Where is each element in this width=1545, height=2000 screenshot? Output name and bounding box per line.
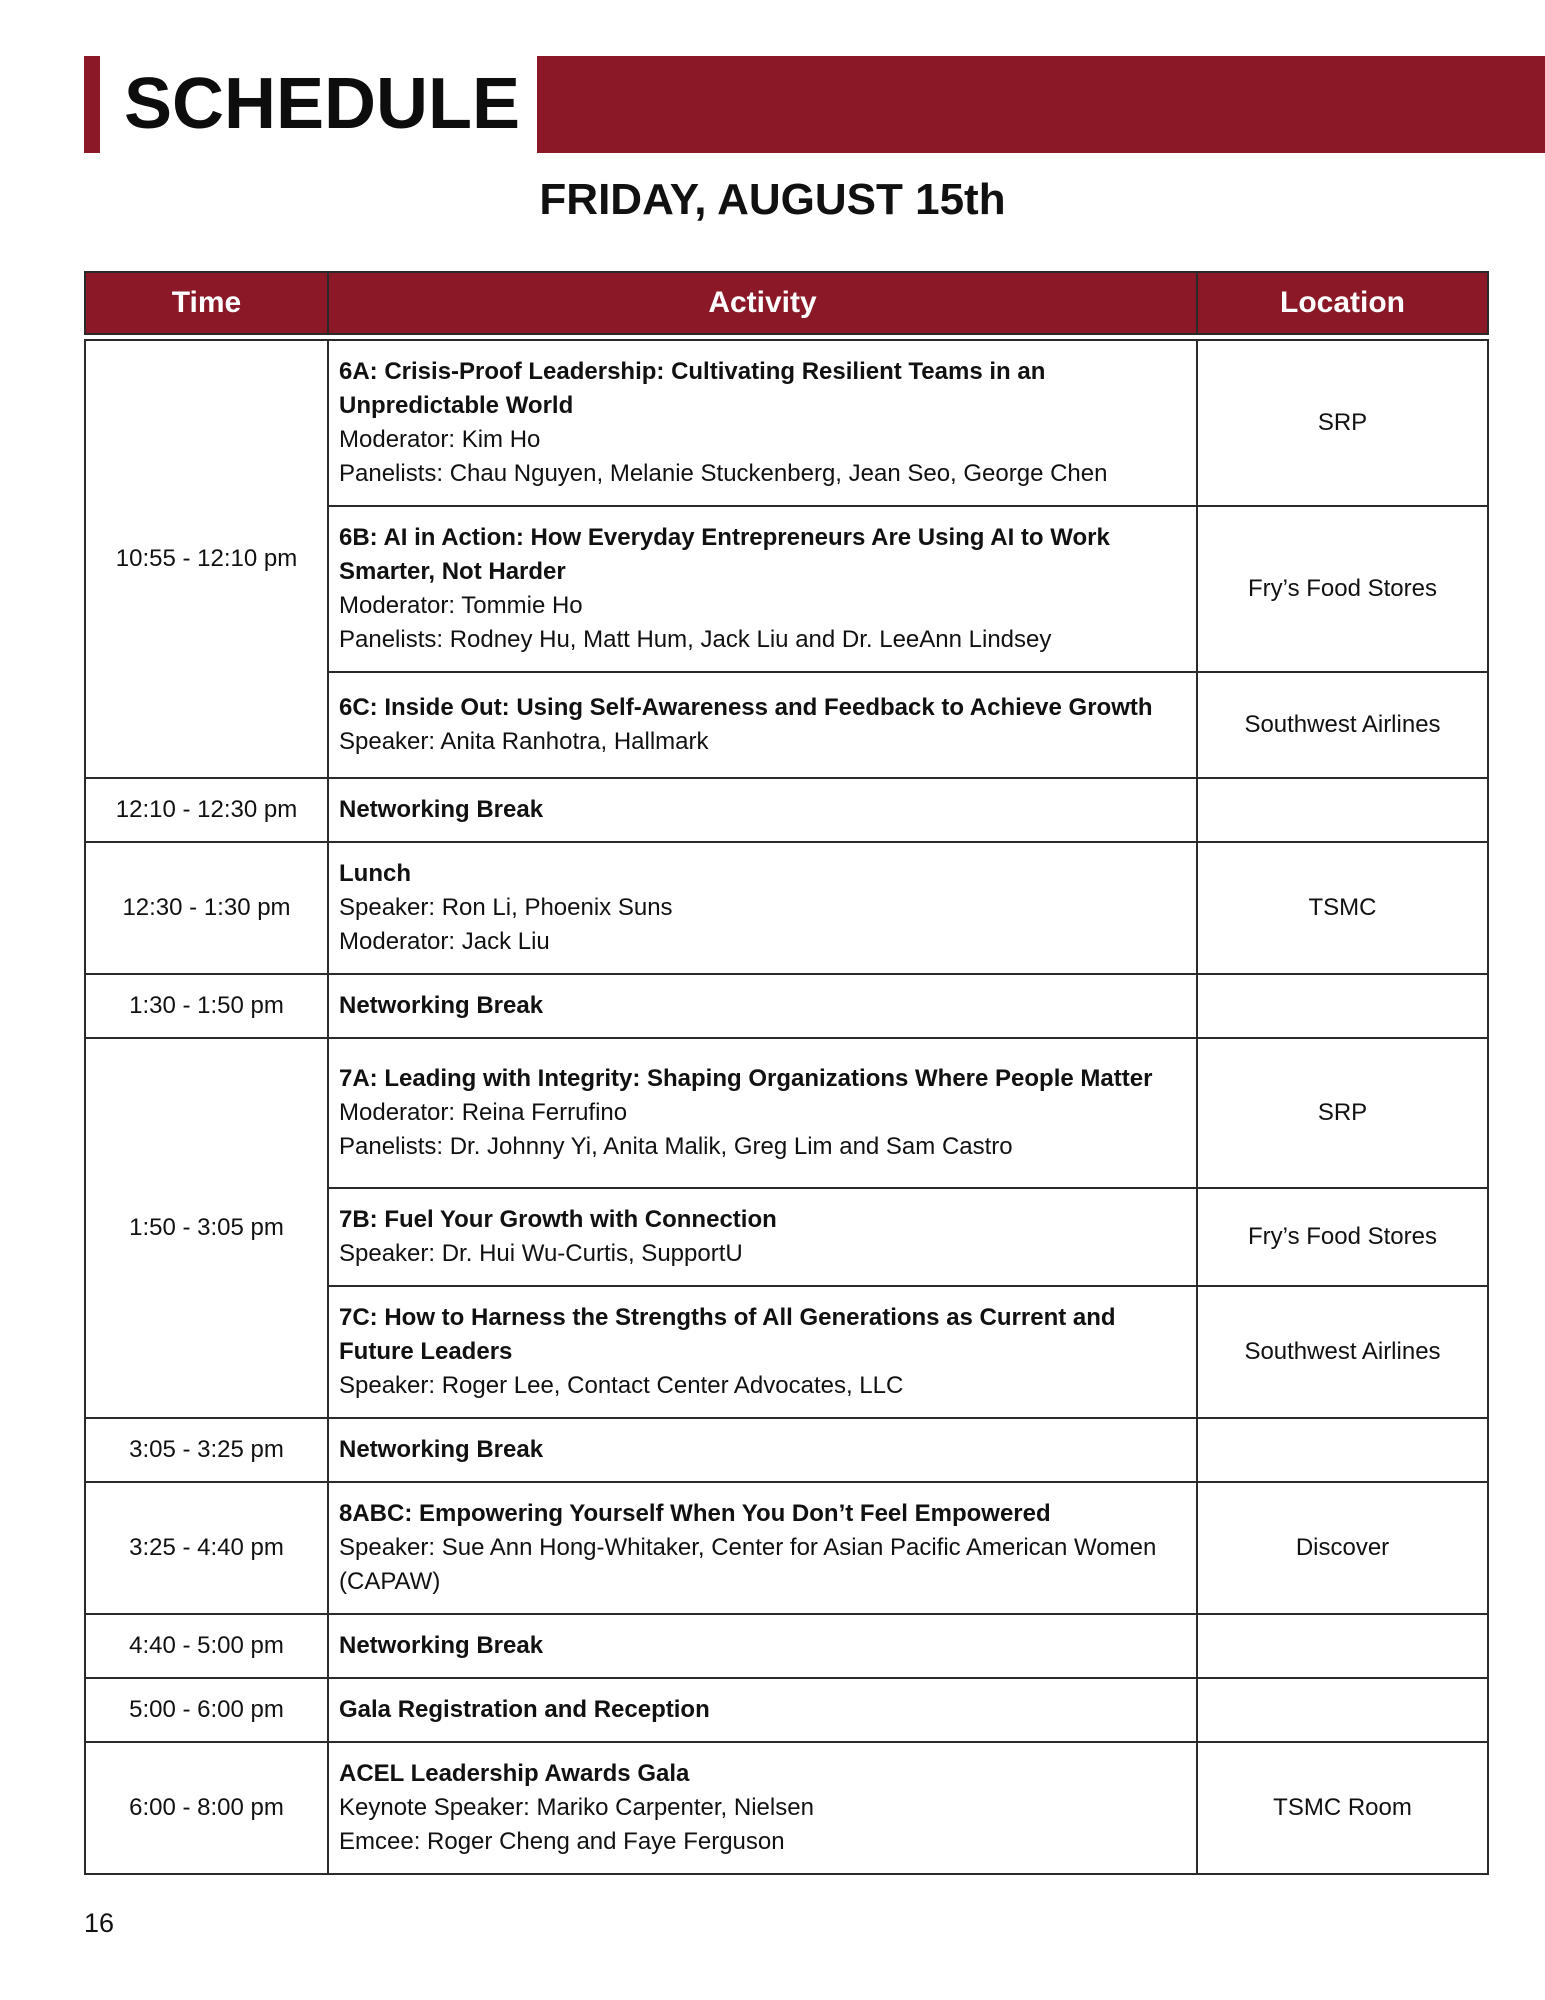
- time-cell: 12:30 - 1:30 pm: [85, 842, 328, 974]
- page-number: 16: [84, 1908, 115, 1938]
- time-cell: 3:05 - 3:25 pm: [85, 1418, 328, 1482]
- activity-detail: Panelists: Dr. Johnny Yi, Anita Malik, Greg Lim and Sam Castro: [339, 1133, 1013, 1160]
- activity-title: 8ABC: Empowering Yourself When You Don’t Feel Empowered: [339, 1500, 1051, 1527]
- column-header-location: Location: [1197, 272, 1488, 334]
- activity-detail: Panelists: Rodney Hu, Matt Hum, Jack Liu and Dr. LeeAnn Lindsey: [339, 626, 1052, 653]
- activity-title: Gala Registration and Reception: [339, 1696, 710, 1723]
- location-cell: [1197, 974, 1488, 1038]
- activity-detail: Moderator: Jack Liu: [339, 928, 550, 955]
- column-header-time: Time: [85, 272, 328, 334]
- activity-title: Networking Break: [339, 796, 544, 823]
- activity-detail: Moderator: Reina Ferrufino: [339, 1099, 628, 1126]
- activity-detail: Speaker: Anita Ranhotra, Hallmark: [339, 728, 709, 755]
- activity-detail: Speaker: Dr. Hui Wu-Curtis, SupportU: [339, 1240, 743, 1267]
- activity-title: ACEL Leadership Awards Gala: [339, 1760, 690, 1787]
- activity-title: Networking Break: [339, 1436, 544, 1463]
- time-cell: 1:50 - 3:05 pm: [85, 1038, 328, 1418]
- activity-cell: [328, 1678, 1197, 1742]
- location-cell: Fry’s Food Stores: [1197, 506, 1488, 672]
- time-cell: 1:30 - 1:50 pm: [85, 974, 328, 1038]
- activity-detail: Keynote Speaker: Mariko Carpenter, Nielsen: [339, 1794, 814, 1821]
- time-cell: 4:40 - 5:00 pm: [85, 1614, 328, 1678]
- location-cell: TSMC Room: [1197, 1742, 1488, 1874]
- table-row: [85, 1614, 1488, 1678]
- location-cell: SRP: [1197, 1038, 1488, 1188]
- activity-detail: Speaker: Ron Li, Phoenix Suns: [339, 894, 673, 921]
- table-row: [85, 778, 1488, 842]
- location-cell: Fry’s Food Stores: [1197, 1188, 1488, 1286]
- schedule-body: [85, 340, 1488, 1874]
- activity-title: 6A: Crisis-Proof Leadership: Cultivating Resilient Teams in an Unpredictable World: [339, 358, 1046, 419]
- activity-title: Networking Break: [339, 992, 544, 1019]
- table-row: [85, 1678, 1488, 1742]
- location-cell: Discover: [1197, 1482, 1488, 1614]
- table-row: [85, 1482, 1488, 1614]
- activity-detail: Moderator: Kim Ho: [339, 426, 541, 453]
- activity-cell: [328, 1482, 1197, 1614]
- activity-cell: [328, 974, 1197, 1038]
- page-title: SCHEDULE: [124, 64, 521, 144]
- accent-bar-left: [84, 56, 100, 153]
- location-cell: [1197, 778, 1488, 842]
- activity-detail: Moderator: Tommie Ho: [339, 592, 583, 619]
- table-row: [85, 842, 1488, 974]
- time-cell: 5:00 - 6:00 pm: [85, 1678, 328, 1742]
- activity-cell: [328, 1188, 1197, 1286]
- activity-detail: Speaker: Sue Ann Hong-Whitaker, Center for Asian Pacific American Women (CAPAW): [339, 1534, 1157, 1595]
- page-header: [0, 0, 1545, 160]
- activity-cell: [328, 672, 1197, 778]
- activity-cell: [328, 1286, 1197, 1418]
- column-header-activity: Activity: [328, 272, 1197, 334]
- activity-title: 6B: AI in Action: How Everyday Entrepreneurs Are Using AI to Work Smarter, Not Harder: [339, 524, 1110, 585]
- location-cell: [1197, 1614, 1488, 1678]
- activity-title: Lunch: [339, 860, 411, 887]
- location-cell: TSMC: [1197, 842, 1488, 974]
- activity-cell: [328, 842, 1197, 974]
- activity-cell: [328, 778, 1197, 842]
- activity-cell: [328, 506, 1197, 672]
- table-row: [85, 974, 1488, 1038]
- table-row: [85, 1742, 1488, 1874]
- activity-cell: [328, 340, 1197, 506]
- location-cell: Southwest Airlines: [1197, 1286, 1488, 1418]
- accent-bar-right: [537, 56, 1545, 153]
- activity-title: 7B: Fuel Your Growth with Connection: [339, 1206, 777, 1233]
- activity-title: 6C: Inside Out: Using Self-Awareness and Feedback to Achieve Growth: [339, 694, 1153, 721]
- activity-cell: [328, 1614, 1197, 1678]
- day-heading: FRIDAY, AUGUST 15th: [539, 175, 1006, 224]
- table-row: [85, 1418, 1488, 1482]
- time-cell: 3:25 - 4:40 pm: [85, 1482, 328, 1614]
- location-cell: [1197, 1418, 1488, 1482]
- activity-title: Networking Break: [339, 1632, 544, 1659]
- activity-detail: Speaker: Roger Lee, Contact Center Advocates, LLC: [339, 1372, 904, 1399]
- table-header-row: [85, 272, 1488, 334]
- table-row: [85, 1038, 1488, 1188]
- location-cell: SRP: [1197, 340, 1488, 506]
- activity-title: 7C: How to Harness the Strengths of All Generations as Current and Future Leaders: [339, 1304, 1116, 1365]
- activity-title: 7A: Leading with Integrity: Shaping Organizations Where People Matter: [339, 1065, 1153, 1092]
- schedule-table-container: [84, 271, 1487, 1875]
- time-cell: 6:00 - 8:00 pm: [85, 1742, 328, 1874]
- activity-cell: [328, 1418, 1197, 1482]
- activity-cell: [328, 1742, 1197, 1874]
- activity-detail: Emcee: Roger Cheng and Faye Ferguson: [339, 1828, 785, 1855]
- activity-cell: [328, 1038, 1197, 1188]
- schedule-table: [84, 271, 1489, 1875]
- table-row: [85, 340, 1488, 506]
- time-cell: 10:55 - 12:10 pm: [85, 340, 328, 778]
- location-cell: [1197, 1678, 1488, 1742]
- activity-detail: Panelists: Chau Nguyen, Melanie Stuckenberg, Jean Seo, George Chen: [339, 460, 1108, 487]
- time-cell: 12:10 - 12:30 pm: [85, 778, 328, 842]
- location-cell: Southwest Airlines: [1197, 672, 1488, 778]
